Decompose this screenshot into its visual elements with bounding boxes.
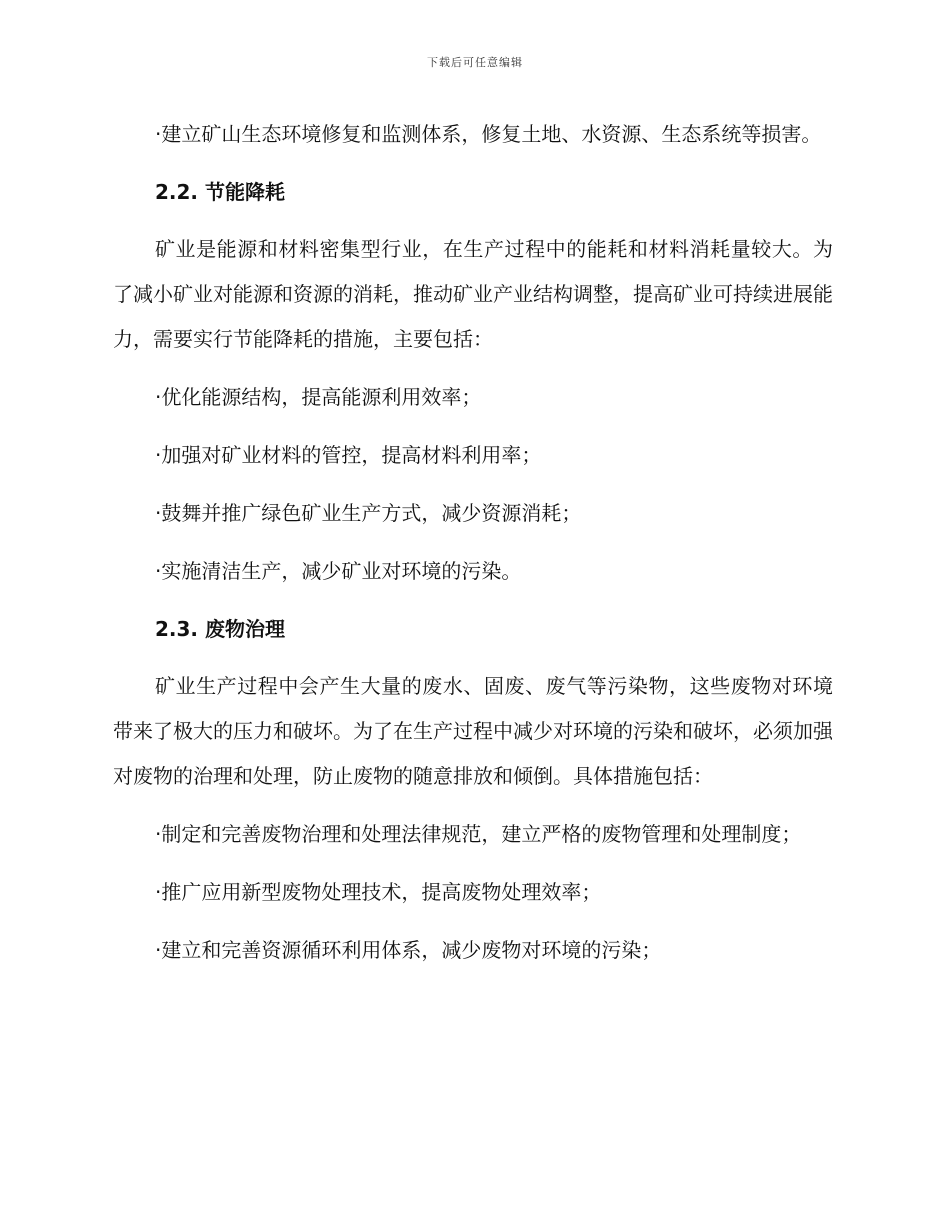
paragraph-waste-treatment: 矿业生产过程中会产生大量的废水、固废、废气等污染物，这些废物对环境带来了极大的压力和破坏。为了在生产过程中减少对环境的污染和破坏，必须加强对废物的治理和处理，防止废物的随意排放和倾倒。具体措施包括： [113, 674, 833, 788]
page-header: 下载后可任意编辑 [427, 56, 523, 69]
paragraph-energy-saving: 矿业是能源和材料密集型行业，在生产过程中的能耗和材料消耗量较大。为了减小矿业对能源和资源的消耗，推动矿业产业结构调整，提高矿业可持续进展能力，需要实行节能降耗的措施，主要包括： [113, 237, 833, 351]
bullet-waste-technology: ·推广应用新型废物处理技术，提高废物处理效率； [155, 880, 602, 904]
bullet-green-mining: ·鼓舞并推广绿色矿业生产方式，减少资源消耗； [155, 501, 582, 525]
document-body [113, 112, 833, 986]
section-heading-waste-treatment: 2.3. 废物治理 [155, 617, 285, 641]
bullet-energy-structure: ·优化能源结构，提高能源利用效率； [155, 385, 482, 409]
bullet-material-control: ·加强对矿业材料的管控，提高材料利用率； [155, 443, 542, 467]
bullet-clean-production: ·实施清洁生产，减少矿业对环境的污染。 [155, 559, 522, 583]
section-heading-energy-saving: 2.2. 节能降耗 [155, 180, 285, 204]
bullet-resource-recycling: ·建立和完善资源循环利用体系，减少废物对环境的污染； [155, 938, 662, 962]
bullet-waste-regulation: ·制定和完善废物治理和处理法律规范，建立严格的废物管理和处理制度； [155, 822, 802, 846]
bullet-ecological-restoration: ·建立矿山生态环境修复和监测体系，修复土地、水资源、生态系统等损害。 [155, 122, 822, 146]
